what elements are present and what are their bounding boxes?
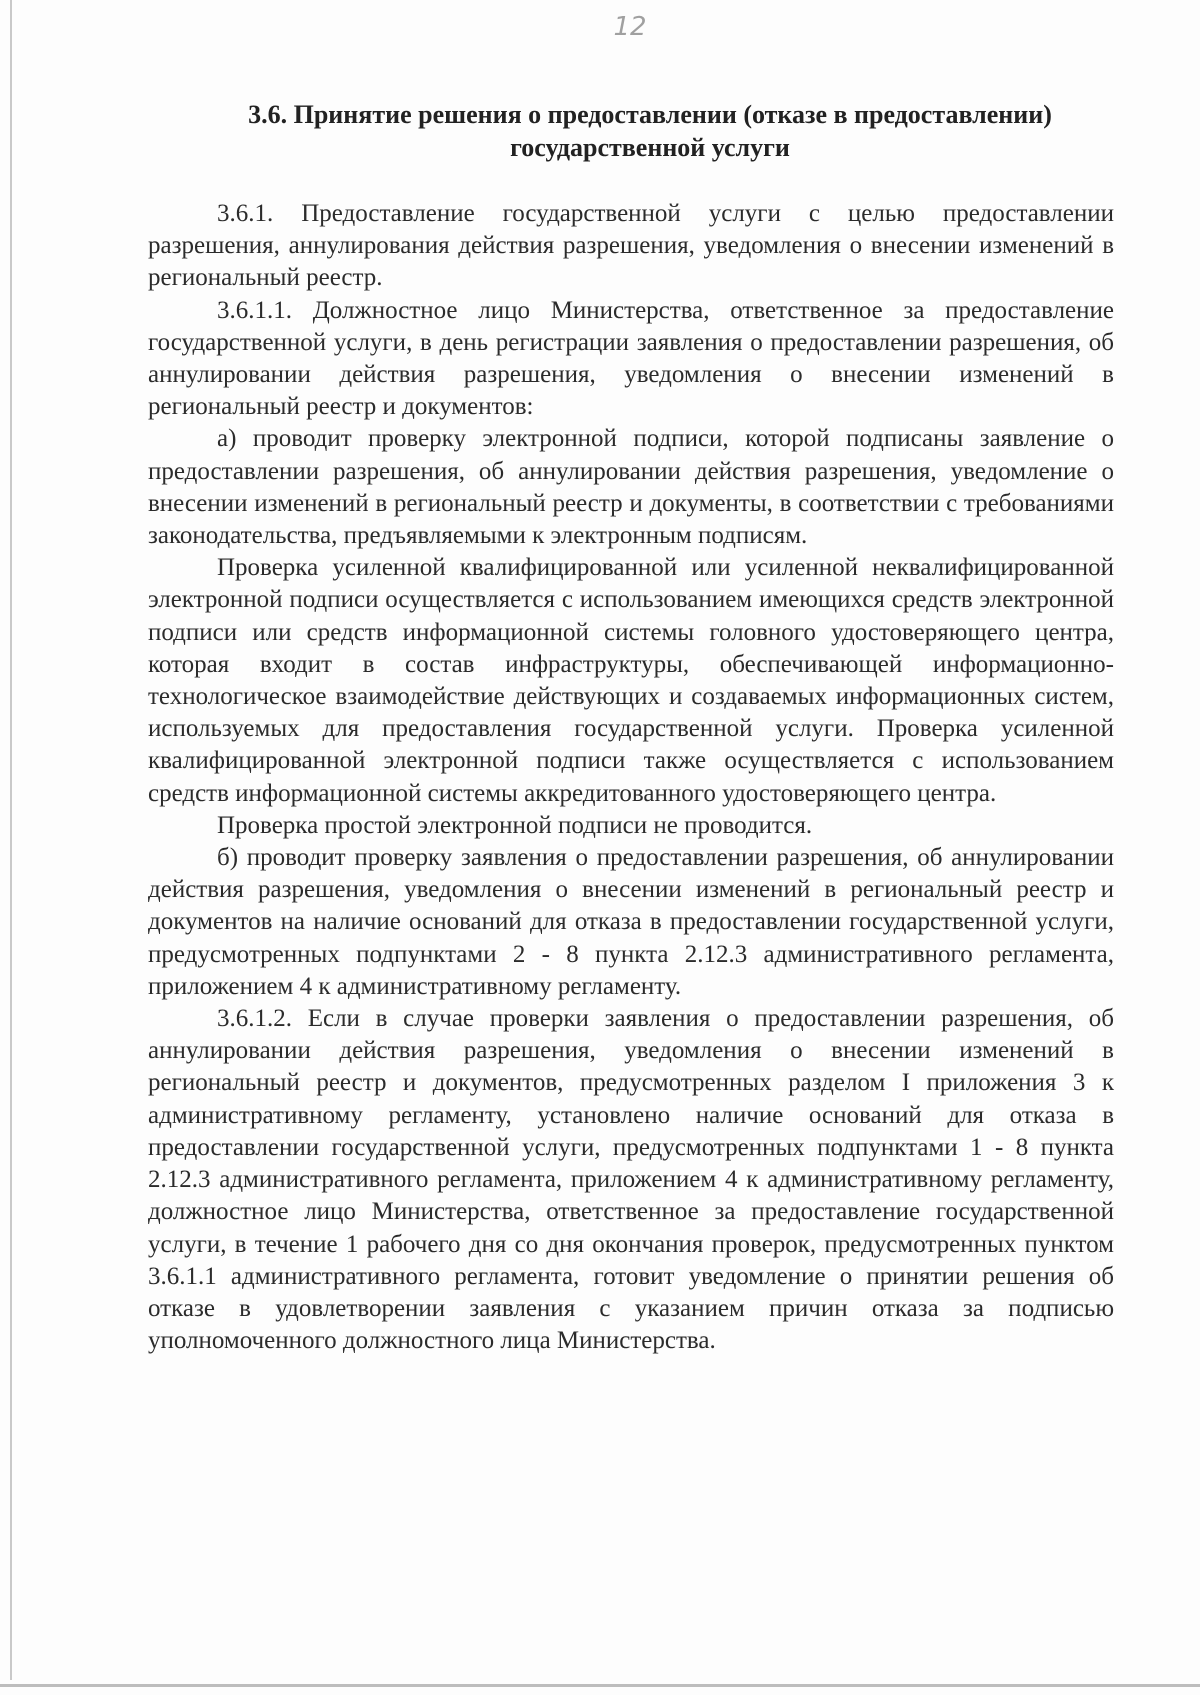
section-heading	[150, 98, 1150, 164]
paragraph-3-6-1: 3.6.1. Предоставление государственной услуги с целью предоставлении разрешения, аннулирования действия разрешения, уведомления о внесении изменений в региональный реестр.	[148, 200, 1114, 292]
document-body	[148, 198, 1114, 1357]
paragraph-signature-check: Проверка усиленной квалифицированной или усиленной неквалифицированной электронной подписи осуществляется с использованием имеющихся средств электронной подписи или средств информационной системы головного удостоверяющего центра, которая входит в состав инфраструктуры, обеспечивающей информационно-технологическое взаимодействие действующих и создаваемых информационных систем, используемых для предоставления государственной услуги. Проверка усиленной квалифицированной электронной подписи также осуществляется с использованием средств информационной системы аккредитованного удостоверяющего центра.	[148, 554, 1114, 807]
scan-left-edge	[10, 0, 12, 1680]
paragraph-item-b: б) проводит проверку заявления о предоставлении разрешения, об аннулировании действия разрешения, уведомления о внесении изменений в региональный реестр и документов на наличие оснований для отказа в предоставлении государственной услуги, предусмотренных подпунктами 2 - 8 пункта 2.12.3 административного регламента, приложением 4 к административному регламенту.	[148, 844, 1114, 1000]
paragraph-simple-signature: Проверка простой электронной подписи не проводится.	[217, 811, 813, 839]
section-heading-line-1: 3.6. Принятие решения о предоставлении (отказе в предоставлении)	[248, 100, 1052, 129]
paragraph-item-a: а) проводит проверку электронной подписи, которой подписаны заявление о предоставлении разрешения, об аннулировании действия разрешения, уведомление о внесении изменений в региональный реестр и документы, в соответствии с требованиями законодательства, предъявляемыми к электронным подписям.	[148, 425, 1114, 550]
paragraph-3-6-1-2: 3.6.1.2. Если в случае проверки заявления о предоставлении разрешения, об аннулировании действия разрешения, уведомления о внесении изменений в региональный реестр и документов, предусмотренных разделом I приложения 3 к административному регламенту, установлено наличие оснований для отказа в предоставлении государственной услуги, предусмотренных подпунктами 1 - 8 пункта 2.12.3 административного регламента, приложением 4 к административному регламенту, должностное лицо Министерства, ответственное за предоставление государственной услуги, в течение 1 рабочего дня со дня окончания проверок, предусмотренных пунктом 3.6.1.1 административного регламента, готовит уведомление о принятии решения об отказе в удовлетворении заявления с указанием причин отказа за подписью уполномоченного должностного лица Министерства.	[148, 1005, 1114, 1355]
page-number: 12	[613, 12, 647, 42]
paragraph-3-6-1-1: 3.6.1.1. Должностное лицо Министерства, ответственное за предоставление государственной услуги, в день регистрации заявления о предоставлении разрешения, об аннулировании действия разрешения, уведомления о внесении изменений в региональный реестр и документов:	[148, 296, 1114, 421]
scan-bottom-edge	[0, 1684, 1200, 1687]
section-heading-line-2: государственной услуги	[510, 133, 790, 162]
